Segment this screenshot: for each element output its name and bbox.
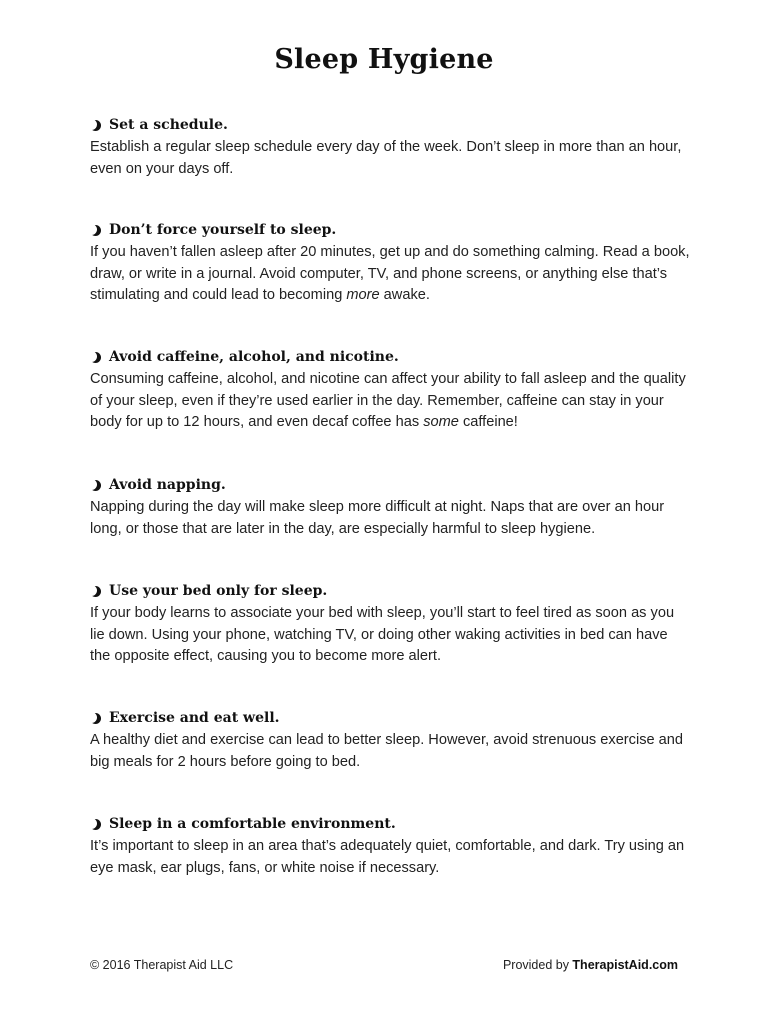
tip-comfortable-environment bbox=[90, 814, 690, 879]
tip-body-text: A healthy diet and exercise can lead to better sleep. However, avoid strenuous exercise and big meals for 2 hours before going to bed. bbox=[90, 732, 684, 770]
tip-body-text: Establish a regular sleep schedule every day of the week. Don’t sleep in more than an hour, even on your days off. bbox=[90, 139, 682, 177]
tip-exercise-eat-well bbox=[90, 708, 690, 773]
tip-body bbox=[90, 730, 690, 773]
tip-heading-text: Set a schedule. bbox=[109, 117, 228, 133]
footer-provided-label: Provided by bbox=[502, 958, 573, 972]
tip-heading-text: Avoid caffeine, alcohol, and nicotine. bbox=[109, 349, 399, 365]
tip-dont-force-sleep bbox=[90, 220, 690, 307]
tip-heading-text: Exercise and eat well. bbox=[109, 710, 280, 726]
tip-heading bbox=[90, 814, 690, 834]
tip-body bbox=[90, 137, 690, 180]
tip-body-text: It’s important to sleep in an area that’s adequately quiet, comfortable, and dark. Try using an eye mask, ear plugs, fans, or white noise if necessary. bbox=[90, 838, 685, 876]
tip-bed-only-sleep bbox=[90, 581, 690, 668]
tip-heading-text: Don’t force yourself to sleep. bbox=[109, 222, 337, 238]
tip-body-text: Napping during the day will make sleep more difficult at night. Naps that are over an hour long, or those that are later in the day, are especially harmful to sleep hygiene. bbox=[90, 499, 665, 537]
tip-heading bbox=[90, 115, 690, 135]
tip-set-schedule bbox=[90, 115, 690, 180]
page-title: Sleep Hygiene bbox=[274, 44, 494, 75]
tip-heading bbox=[90, 581, 690, 601]
footer-brand-link[interactable]: TherapistAid.com bbox=[572, 958, 678, 972]
tip-body-text: If you haven’t fallen asleep after 20 minutes, get up and do something calming. Read a book, draw, or write in a journal. Avoid computer, TV, and phone screens, or anything else that’s stimulating and could lead to becoming bbox=[90, 244, 690, 303]
tip-heading bbox=[90, 220, 690, 240]
moon-icon bbox=[90, 480, 101, 491]
moon-icon bbox=[90, 352, 101, 363]
moon-icon bbox=[90, 713, 101, 724]
tip-body-emphasis: some bbox=[423, 414, 459, 430]
tip-body-text: Consuming caffeine, alcohol, and nicotine can affect your ability to fall asleep and the quality of your sleep, even if they’re used earlier in the day. Remember, caffeine can stay in your body for up to 12 hours, and even decaf coffee has bbox=[90, 371, 686, 430]
moon-icon bbox=[90, 819, 101, 830]
moon-icon bbox=[90, 225, 101, 236]
moon-icon bbox=[90, 120, 101, 131]
tip-heading-text: Use your bed only for sleep. bbox=[109, 583, 328, 599]
tip-heading bbox=[90, 347, 690, 367]
tip-body bbox=[90, 497, 690, 540]
tip-avoid-napping bbox=[90, 475, 690, 540]
moon-icon bbox=[90, 586, 101, 597]
tip-avoid-caffeine bbox=[90, 347, 690, 434]
tip-heading bbox=[90, 708, 690, 728]
footer-provided-by bbox=[503, 958, 678, 972]
tip-heading bbox=[90, 475, 690, 495]
tip-body-text: awake. bbox=[379, 287, 430, 303]
tip-body-text: caffeine! bbox=[458, 414, 518, 430]
tip-heading-text: Sleep in a comfortable environment. bbox=[109, 816, 396, 832]
footer-copyright: © 2016 Therapist Aid LLC bbox=[90, 958, 234, 972]
tip-body bbox=[90, 836, 690, 879]
tip-body-text: If your body learns to associate your bed with sleep, you’ll start to feel tired as soon as you lie down. Using your phone, watching TV, or doing other waking activities in bed can have the opposite effect, causing you to become more alert. bbox=[90, 605, 675, 664]
tip-body bbox=[90, 603, 690, 668]
tip-heading-text: Avoid napping. bbox=[109, 477, 226, 493]
tip-body bbox=[90, 369, 690, 434]
tip-body-emphasis: more bbox=[346, 287, 380, 303]
tip-body bbox=[90, 242, 690, 307]
